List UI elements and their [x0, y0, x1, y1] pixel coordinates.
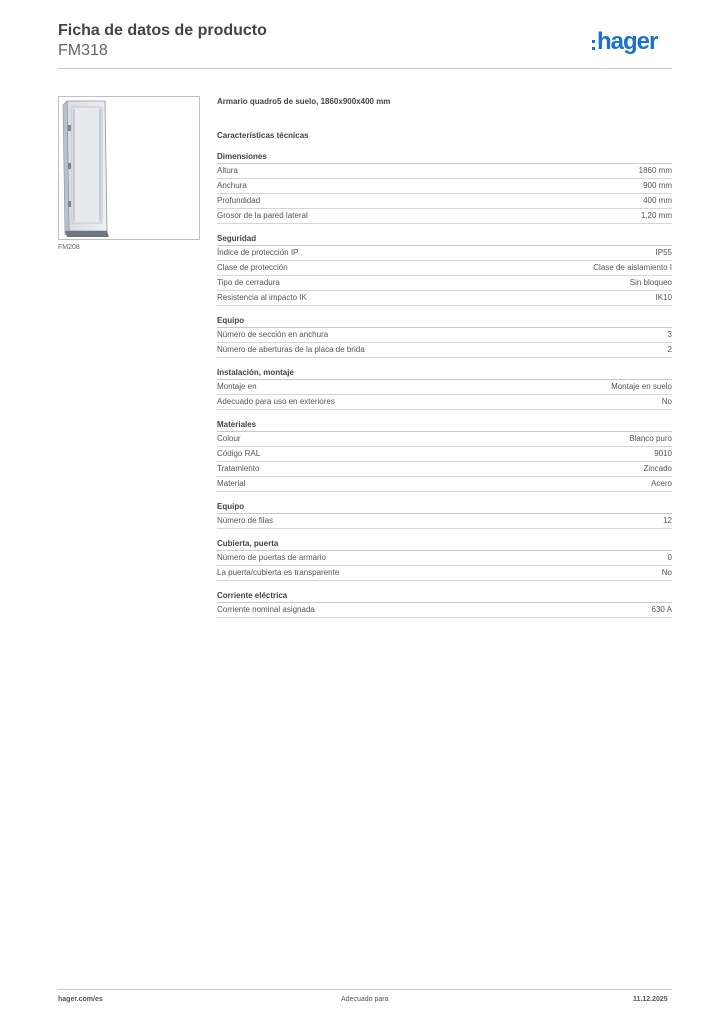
spec-value: 1860 mm [638, 166, 672, 175]
footer-website: hager.com/es [58, 996, 103, 1003]
product-name: Armario quadro5 de suelo, 1860x900x400 mm [217, 97, 391, 106]
spec-value: Blanco puro [629, 434, 672, 443]
spec-value: 1,20 mm [640, 211, 672, 220]
spec-label: Grosor de la pared lateral [217, 211, 308, 220]
spec-row [217, 328, 672, 343]
characteristics-heading: Características técnicas [217, 131, 309, 140]
spec-section [217, 501, 672, 529]
spec-section [217, 538, 672, 581]
spec-label: Número de filas [217, 516, 274, 525]
spec-row [217, 291, 672, 306]
spec-row [217, 566, 672, 581]
spec-row [217, 343, 672, 358]
spec-value: No [661, 397, 672, 406]
spec-section [217, 590, 672, 618]
spec-label: Resistencia al impacto IK [217, 293, 307, 302]
logo-wordmark: hager [597, 28, 658, 55]
spec-row [217, 603, 672, 618]
spec-value: 12 [663, 516, 672, 525]
spec-row [217, 462, 672, 477]
section-title: Instalación, montaje [217, 367, 672, 380]
spec-value: 900 mm [643, 181, 672, 190]
footer-center-text: Adecuado para [341, 996, 389, 1003]
spec-label: Montaje en [217, 382, 257, 391]
header-divider [58, 68, 672, 69]
spec-value: Montaje en suelo [611, 382, 672, 391]
spec-row [217, 477, 672, 492]
spec-value: IP55 [655, 248, 672, 257]
spec-value: Zincado [643, 464, 672, 473]
spec-row [217, 432, 672, 447]
spec-value: 9010 [654, 449, 672, 458]
spec-value: Acero [651, 479, 672, 488]
spec-label: La puerta/cubierta es transparente [217, 568, 340, 577]
spec-label: Adecuado para uso en exteriores [217, 397, 335, 406]
spec-label: Anchura [217, 181, 247, 190]
product-reference: FM318 [58, 42, 108, 59]
document-title: Ficha de datos de producto [58, 22, 267, 39]
spec-label: Índice de protección IP [217, 248, 299, 257]
spec-row [217, 179, 672, 194]
spec-section [217, 367, 672, 410]
spec-row [217, 514, 672, 529]
document-header [58, 21, 267, 61]
spec-row [217, 551, 672, 566]
spec-section [217, 315, 672, 358]
spec-content [217, 95, 672, 618]
spec-section [217, 233, 672, 306]
spec-section [217, 151, 672, 224]
spec-value: 630 A [651, 605, 672, 614]
spec-label: Número de sección en anchura [217, 330, 329, 339]
section-title: Dimensiones [217, 151, 672, 164]
spec-label: Profundidad [217, 196, 261, 205]
spec-value: Clase de aislamiento I [593, 263, 672, 272]
section-title: Equipo [217, 315, 672, 328]
section-title: Cubierta, puerta [217, 538, 672, 551]
hager-logo [592, 28, 657, 56]
spec-row [217, 194, 672, 209]
spec-label: Tipo de cerradura [217, 278, 280, 287]
section-title: Materiales [217, 419, 672, 432]
spec-value: IK10 [655, 293, 672, 302]
spec-row [217, 261, 672, 276]
spec-label: Número de aberturas de la placa de brida [217, 345, 365, 354]
spec-row [217, 209, 672, 224]
spec-row [217, 380, 672, 395]
footer-divider [58, 989, 672, 990]
logo-colon-icon [592, 40, 595, 50]
spec-label: Material [217, 479, 246, 488]
image-caption: FM208 [58, 244, 80, 251]
spec-label: Colour [217, 434, 241, 443]
spec-label: Corriente nominal asignada [217, 605, 315, 614]
section-title: Seguridad [217, 233, 672, 246]
spec-value: Sin bloqueo [629, 278, 672, 287]
footer-date: 11.12.2025 [633, 996, 668, 1003]
spec-row [217, 164, 672, 179]
spec-section [217, 419, 672, 492]
section-title: Corriente eléctrica [217, 590, 672, 603]
spec-label: Código RAL [217, 449, 261, 458]
spec-value: 400 mm [643, 196, 672, 205]
spec-label: Tratamiento [217, 464, 260, 473]
spec-value: 3 [667, 330, 672, 339]
spec-value: 2 [667, 345, 672, 354]
section-title: Equipo [217, 501, 672, 514]
spec-row [217, 276, 672, 291]
spec-label: Altura [217, 166, 238, 175]
spec-value: No [661, 568, 672, 577]
spec-label: Clase de protección [217, 263, 288, 272]
product-image [58, 96, 200, 240]
spec-row [217, 447, 672, 462]
spec-row [217, 395, 672, 410]
spec-value: 0 [667, 553, 672, 562]
cabinet-illustration [59, 97, 199, 239]
spec-label: Número de puertas de armario [217, 553, 326, 562]
spec-row [217, 246, 672, 261]
